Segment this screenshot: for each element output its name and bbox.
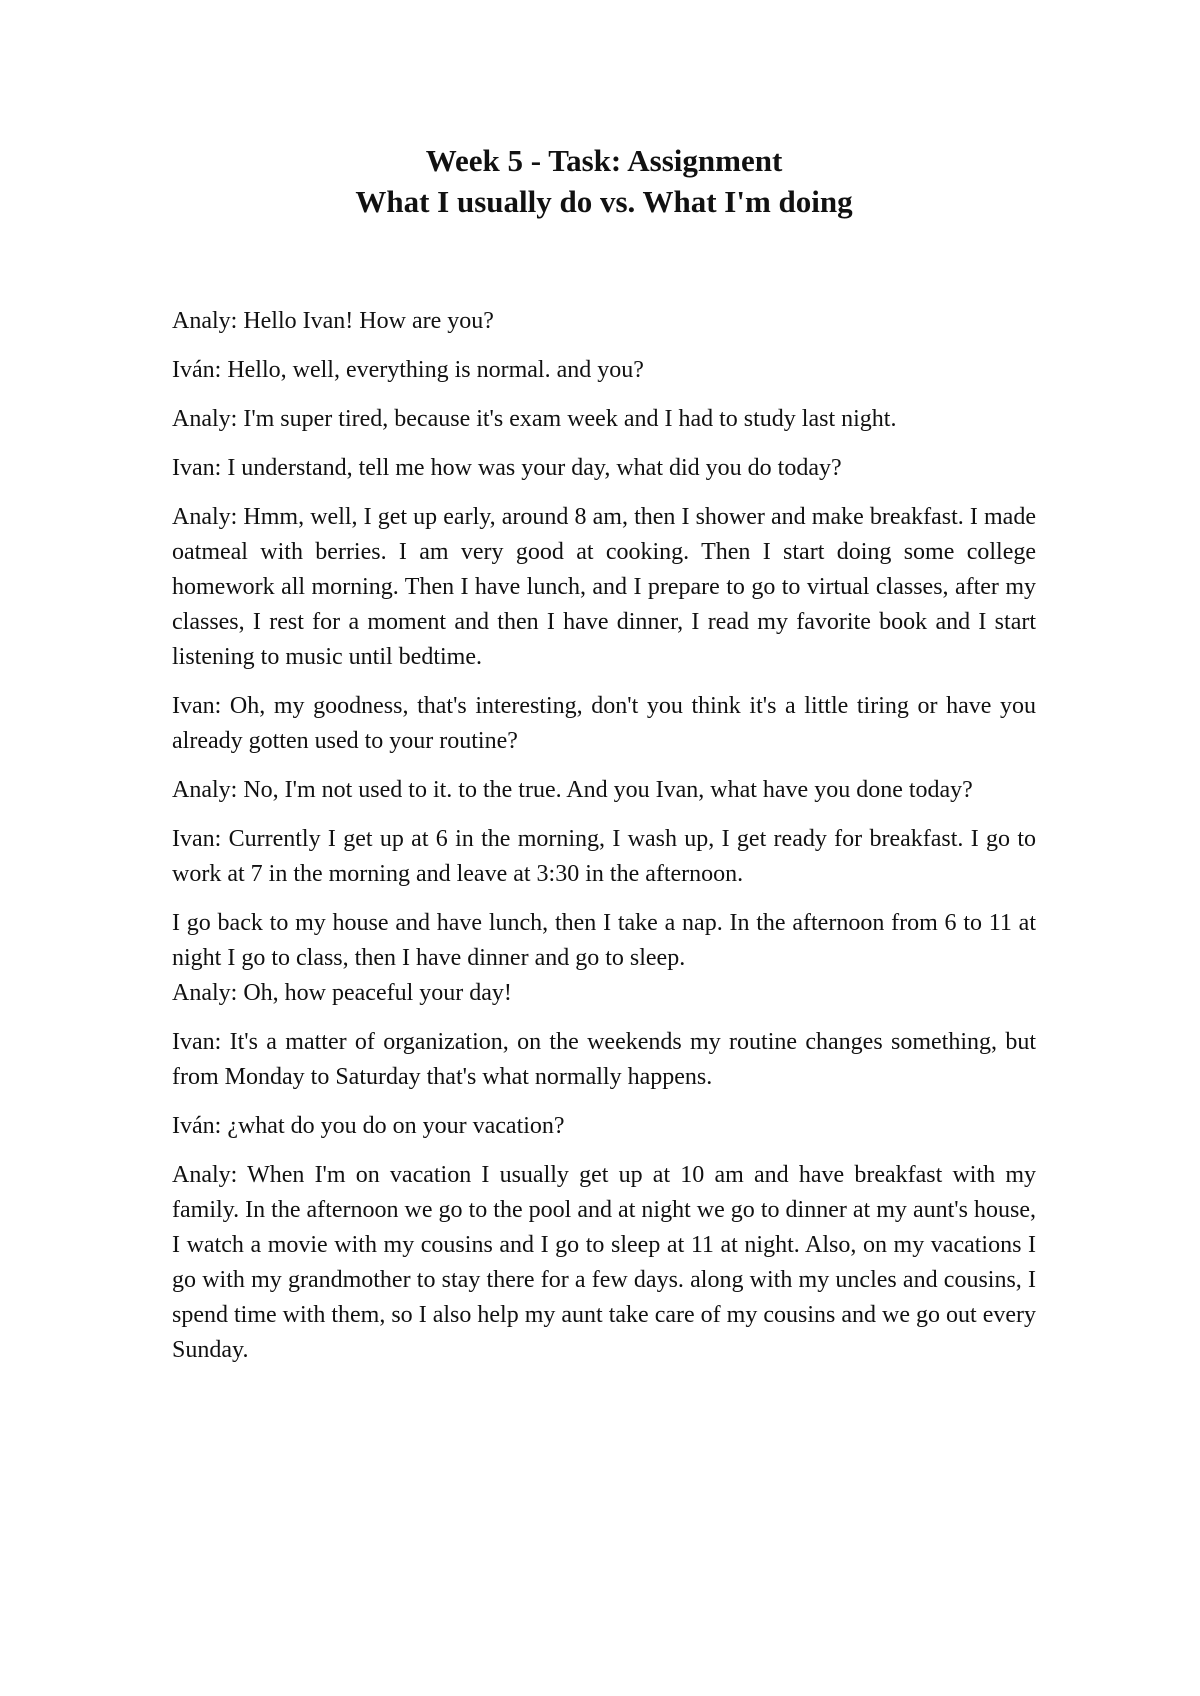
paragraph-5: Analy: Hmm, well, I get up early, around 8 am, then I shower and make breakfast. I made oatmeal with berries. I am very good at cooking. Then I start doing some college homework all morning. Then I have lunch, and I prepare to go to virtual classes, after my classes, I rest for a moment and then I have dinner, I read my favorite book and I start listening to music until bedtime. <box>172 504 1036 670</box>
paragraph-7: Analy: No, I'm not used to it. to the true. And you Ivan, what have you done today? <box>172 777 973 803</box>
paragraph-13: Analy: When I'm on vacation I usually get up at 10 am and have breakfast with my family. In the afternoon we go to the pool and at night we go to dinner at my aunt's house, I watch a movie with my cousins and I go to sleep at 11 at night. Also, on my vacations I go with my grandmother to stay there for a few days. along with my uncles and cousins, I spend time with them, so I also help my aunt take care of my cousins and we go out every Sunday. <box>172 1162 1036 1363</box>
paragraph-8: Ivan: Currently I get up at 6 in the morning, I wash up, I get ready for breakfast. I go to work at 7 in the morning and leave at 3:30 in the afternoon. <box>172 826 1036 887</box>
title-line-1: Week 5 - Task: Assignment <box>425 143 783 178</box>
paragraph-12: Iván: ¿what do you do on your vacation? <box>172 1113 565 1139</box>
paragraph-1: Analy: Hello Ivan! How are you? <box>172 308 494 334</box>
paragraph-4: Ivan: I understand, tell me how was your day, what did you do today? <box>172 455 842 481</box>
paragraph-11: Ivan: It's a matter of organization, on the weekends my routine changes something, but from Monday to Saturday that's what normally happens. <box>172 1029 1036 1090</box>
paragraph-9: I go back to my house and have lunch, then I take a nap. In the afternoon from 6 to 11 at night I go to class, then I have dinner and go to sleep. <box>172 910 1036 971</box>
paragraph-6: Ivan: Oh, my goodness, that's interesting, don't you think it's a little tiring or have you already gotten used to your routine? <box>172 693 1036 754</box>
document-title <box>172 140 1036 222</box>
paragraph-3: Analy: I'm super tired, because it's exam week and I had to study last night. <box>172 406 897 432</box>
title-line-2: What I usually do vs. What I'm doing <box>355 184 853 219</box>
paragraph-10: Analy: Oh, how peaceful your day! <box>172 980 512 1006</box>
paragraph-2: Iván: Hello, well, everything is normal. and you? <box>172 357 644 383</box>
dialogue-body <box>172 304 1036 1368</box>
